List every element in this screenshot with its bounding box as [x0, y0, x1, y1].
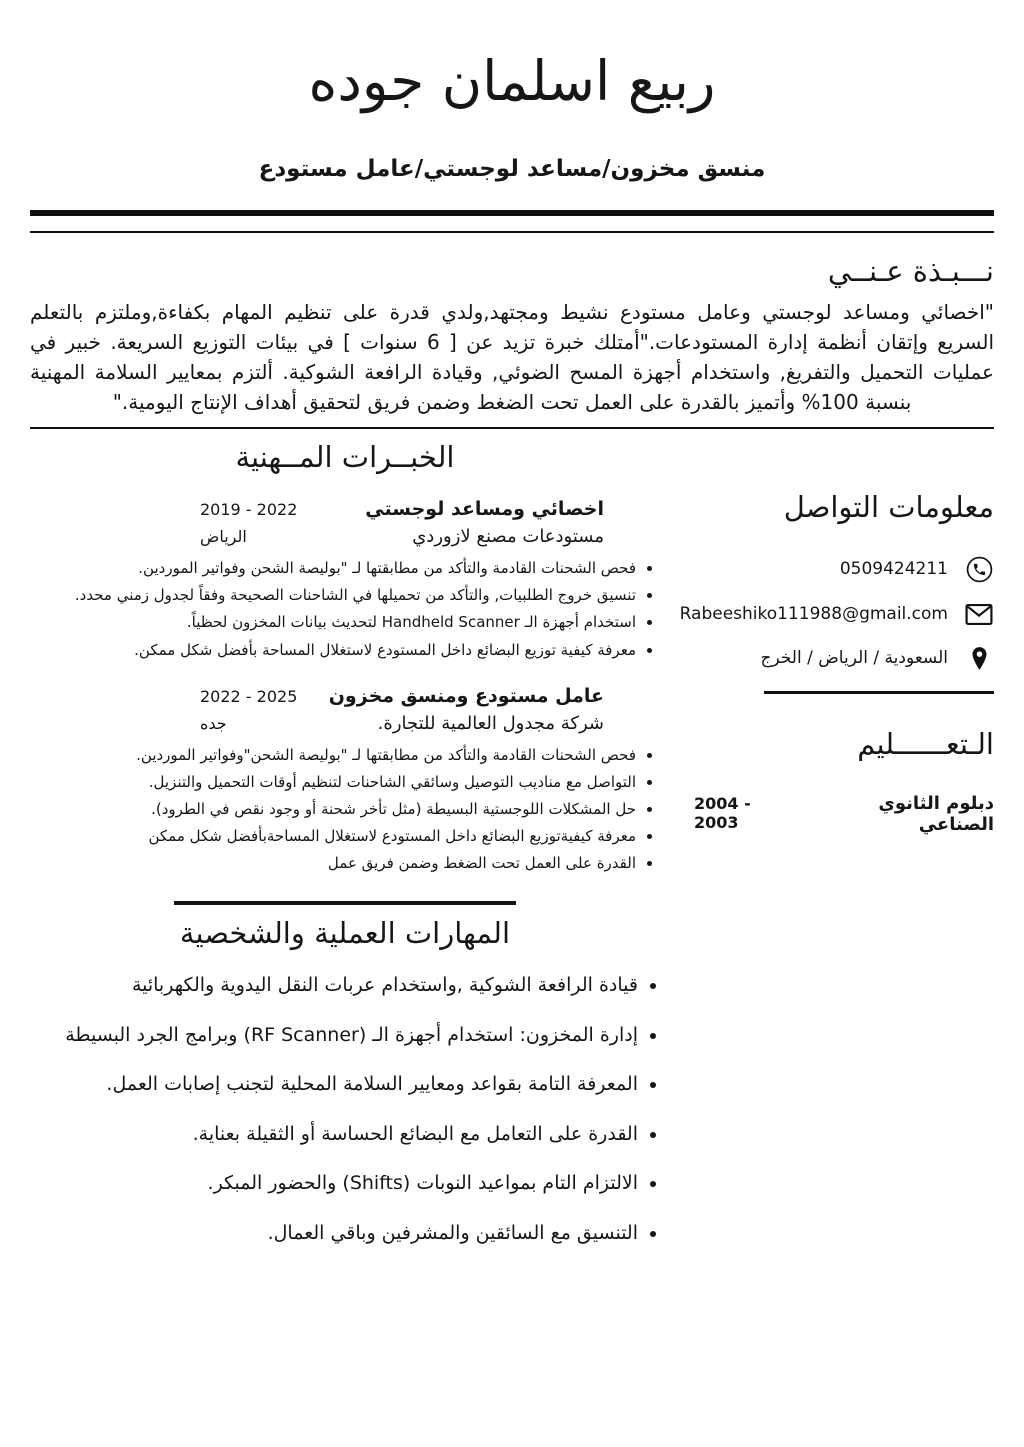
education-entry — [694, 793, 994, 835]
job-bullet-list — [30, 744, 660, 875]
about-bottom-divider — [30, 427, 994, 429]
header-divider-thick — [30, 210, 994, 216]
skills-section — [30, 901, 660, 1248]
job-title: اخصائي ومساعد لوجستي — [365, 497, 604, 520]
bullet-item: • فحص الشحنات القادمة والتأكد من مطابقتها لـ "بوليصة الشحن"وفواتير الموردين. — [30, 744, 636, 766]
skill-item: • القدرة على التعامل مع البضائع الحساسة أو الثقيلة بعناية. — [30, 1120, 638, 1149]
job-subheader — [30, 713, 660, 734]
contact-section-title: معلومات التواصل — [783, 490, 994, 525]
candidate-job-title: منسق مخزون/مساعد لوجستي/عامل مستودع — [258, 155, 766, 182]
main-two-columns — [30, 437, 994, 1268]
job-dates: 2022 - 2025 — [200, 686, 298, 706]
job-dates: 2019 - 2022 — [200, 499, 298, 519]
phone-icon — [964, 556, 994, 583]
job-header — [30, 498, 660, 520]
bullet-item: • حل المشكلات اللوجستية البسيطة (مثل تأخر شحنة أو وجود نقص في الطرود). — [30, 798, 636, 820]
skill-item: • الالتزام التام بمواعيد النوبات (Shifts) والحضور المبكر. — [30, 1169, 638, 1198]
contact-email-row — [679, 603, 994, 626]
job-company: شركة مجدول العالمية للتجارة. — [377, 712, 604, 734]
skills-header — [30, 901, 660, 954]
about-section-title: نـــبـذة عـنــي — [827, 253, 994, 288]
job-location: الرياض — [200, 526, 247, 546]
sidebar — [679, 437, 994, 1268]
bullet-item: • معرفة كيفية توزيع البضائع داخل المستودع لاستغلال المساحة بأفضل شكل ممكن. — [30, 639, 636, 661]
job-header — [30, 685, 660, 707]
main-column — [30, 437, 660, 1268]
contact-phone-row — [694, 556, 994, 583]
skill-item: • قيادة الرافعة الشوكية ,واستخدام عربات النقل اليدوية والكهربائية — [30, 971, 638, 1000]
education-section-title: الـتعــــــليم — [857, 726, 994, 761]
experience-section-title: الخبــرات المــهنية — [235, 440, 455, 475]
about-text: "اخصائي ومساعد لوجستي وعامل مستودع نشيط ومجتهد,ولدي قدرة على تنظيم المهام بكفاءة,وملتزم بالتعلم السريع وإتقان أنظمة إدارة المستودعات."أمتلك خبرة تزيد عن [ 6 سنوات ] في بيئات التوزيع السريعة. خبير في عمليات التحميل والتفريغ, واستخدام أجهزة المسح الضوئي, وقيادة الرافعة الشوكية. ألتزم بمعايير السلامة المهنية بنسبة 100% وأتميز بالقدرة على العمل تحت الضغط وضمن فريق لتحقيق أهداف الإنتاج اليومية." — [30, 300, 995, 415]
job-subheader — [30, 526, 660, 547]
candidate-name: ربيع اسلمان جوده — [308, 49, 716, 113]
job-bullet-list — [30, 557, 660, 661]
email-address: Rabeeshiko111988@gmail.com — [679, 604, 948, 625]
job-entry-1 — [30, 498, 660, 661]
skills-list — [30, 971, 660, 1247]
job-location: جده — [200, 713, 227, 733]
bullet-item: • القدرة على العمل تحت الضغط وضمن فريق عمل — [30, 852, 636, 874]
bullet-item: • التواصل مع مناديب التوصيل وسائقي الشاحنات لتنظيم أوقات التحميل والتنزيل. — [30, 771, 636, 793]
bullet-item: • فحص الشحنات القادمة والتأكد من مطابقتها لـ "بوليصة الشحن وفواتير الموردين. — [30, 557, 636, 579]
bullet-item: • تنسيق خروج الطلبيات, والتأكد من تحميلها في الشاحنات الصحيحة وفقاً لجدول زمني محدد. — [30, 584, 636, 606]
job-title: عامل مستودع ومنسق مخزون — [328, 684, 604, 707]
job-company: مستودعات مصنع لازوردي — [412, 525, 604, 547]
header-divider-thin — [30, 231, 994, 233]
skill-item: • التنسيق مع السائقين والمشرفين وباقي العمال. — [30, 1219, 638, 1248]
contact-location-row — [694, 646, 994, 671]
phone-number: 0509424211 — [839, 559, 948, 580]
location-text: السعودية / الرياض / الخرج — [760, 648, 948, 669]
skill-item: • إدارة المخزون: استخدام أجهزة الـ (RF Scanner) وبرامج الجرد البسيطة — [30, 1021, 638, 1050]
envelope-icon — [964, 603, 994, 626]
sidebar-divider — [764, 691, 994, 694]
education-dates: 2004 - 2003 — [694, 793, 751, 832]
skill-item: • المعرفة التامة بقواعد ومعايير السلامة المحلية لتجنب إصابات العمل. — [30, 1070, 638, 1099]
job-entry-2 — [30, 685, 660, 875]
about-section — [30, 251, 994, 418]
education-degree: دبلوم الثانوي الصناعي — [878, 792, 994, 835]
bullet-item: • استخدام أجهزة الـ Handheld Scanner لتحديث بيانات المخزون لحظياً. — [30, 611, 636, 633]
skills-section-title: المهارات العملية والشخصية — [174, 901, 516, 954]
bullet-item: • معرفة كيفيةتوزيع البضائع داخل المستودع لاستغلال المساحةبأفضل شكل ممكن — [30, 825, 636, 847]
map-pin-icon — [964, 646, 994, 671]
